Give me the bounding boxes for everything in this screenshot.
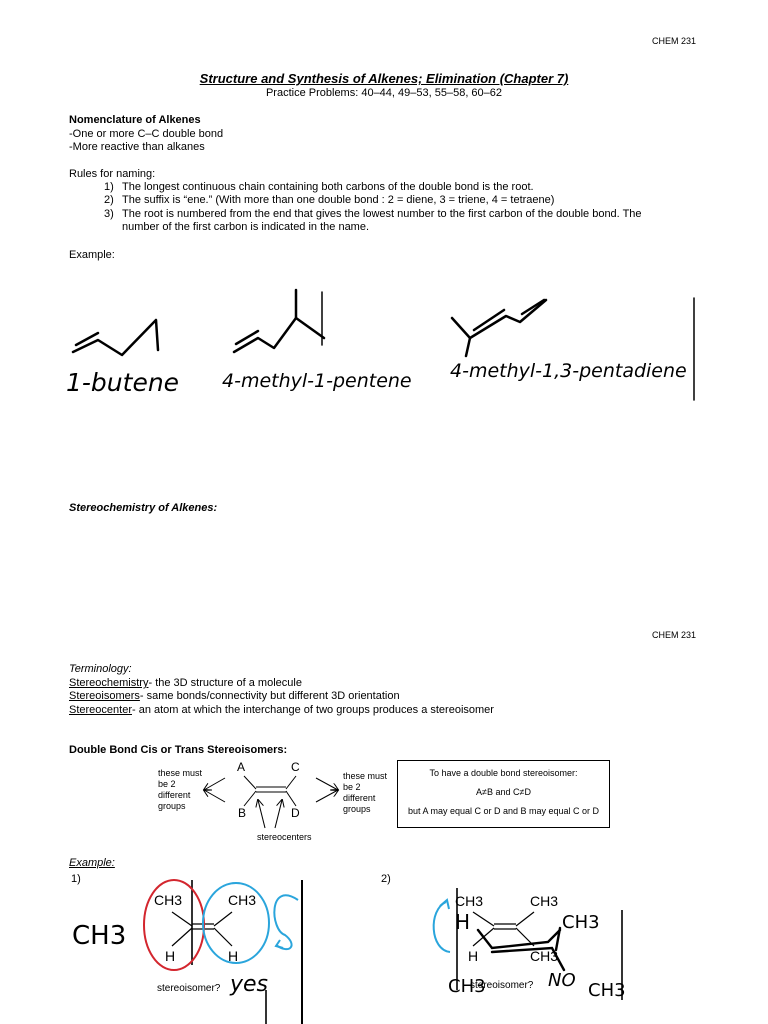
- left-note-line-4: groups: [158, 801, 186, 811]
- m2-bottom-left: H: [468, 948, 479, 964]
- m1-top-right: CH3: [228, 892, 257, 908]
- example-label: Example:: [69, 249, 115, 261]
- cis-trans-heading: Double Bond Cis or Trans Stereoisomers:: [69, 744, 288, 756]
- box-line-2: A≠B and C≠D: [476, 787, 531, 797]
- m2-side-note-1: CH3: [562, 912, 600, 933]
- m2-bond-tr: [516, 912, 534, 926]
- label-b: B: [238, 806, 247, 820]
- rule-3-text-cont: number of the first carbon is indicated in the name.: [122, 221, 370, 233]
- stereochemistry-heading: Stereochemistry of Alkenes:: [69, 502, 218, 514]
- rule-3-num: 3): [104, 208, 114, 220]
- m1-question: stereoisomer?: [157, 983, 221, 994]
- handwritten-name-1: 1-butene: [66, 368, 180, 397]
- rule-1-text: The longest continuous chain containing both carbons of the double bond is the root.: [122, 181, 534, 193]
- rules-intro: Rules for naming:: [69, 168, 156, 180]
- m2-side-note-3: CH3: [588, 980, 626, 1001]
- m2-bottom-right: CH3: [530, 948, 559, 964]
- practice-problems: Practice Problems: 40–44, 49–53, 55–58, 60–62: [265, 87, 503, 99]
- box-line-1: To have a double bond stereoisomer:: [429, 768, 578, 778]
- box-line-3: but A may equal C or D and B may equal C or D: [407, 806, 600, 816]
- m2-handdrawn-ring-2: [492, 948, 564, 970]
- rule-2-text: The suffix is “ene.” (With more than one double bond : 2 = diene, 3 = triene, 4 = tetraene): [122, 194, 555, 206]
- m1-bottom-right: H: [228, 948, 239, 964]
- term-stereoisomers: Stereoisomers: [69, 690, 140, 702]
- m2-top-right: CH3: [530, 893, 559, 909]
- m2-top-left: CH3: [455, 893, 484, 909]
- term-stereochemistry: Stereochemistry: [69, 677, 149, 689]
- nomenclature-heading: Nomenclature of Alkenes: [69, 114, 201, 126]
- m2-answer: NO: [548, 970, 576, 991]
- m2-blue-arrow-head: [440, 900, 449, 909]
- terminology-heading: Terminology:: [69, 663, 132, 675]
- left-note-line-3: different: [158, 790, 191, 800]
- m1-bottom-left: H: [165, 948, 176, 964]
- def-stereochemistry: - the 3D structure of a molecule: [148, 677, 302, 689]
- label-c: C: [291, 760, 300, 774]
- right-note-line-3: different: [343, 793, 376, 803]
- m1-side-note: CH3: [72, 921, 127, 951]
- m1-answer: yes: [230, 972, 269, 997]
- rule-3-text: The root is numbered from the end that gives the lowest number to the first carbon of the double bond. The: [122, 208, 642, 220]
- m2-blue-arrow: [434, 902, 450, 952]
- course-code-top: CHEM 231: [652, 36, 697, 46]
- def-stereoisomers: - same bonds/connectivity but different 3D orientation: [139, 690, 400, 702]
- term-stereocenter: Stereocenter: [69, 704, 132, 716]
- m1-top-left: CH3: [154, 892, 183, 908]
- label-a: A: [237, 760, 246, 774]
- m2-handdrawn-ring: [478, 930, 560, 948]
- stereocenters-label: stereocenters: [257, 832, 312, 842]
- course-code-mid: CHEM 231: [652, 630, 697, 640]
- label-d: D: [291, 806, 300, 820]
- m2-side-note-4: H: [455, 910, 471, 934]
- right-note-line-1: these must: [343, 771, 388, 781]
- right-note-line-2: be 2: [343, 782, 361, 792]
- rule-2-num: 2): [104, 194, 114, 206]
- left-note-line-2: be 2: [158, 779, 176, 789]
- nomenclature-line-2: -More reactive than alkanes: [69, 141, 205, 153]
- page-title: Structure and Synthesis of Alkenes; Elimination (Chapter 7): [199, 71, 569, 86]
- handwritten-name-3: 4-methyl-1,3-pentadiene: [450, 360, 687, 382]
- example2-label: Example:: [69, 857, 115, 869]
- def-stereocenter: - an atom at which the interchange of two groups produces a stereoisomer: [131, 704, 494, 716]
- left-note-line-1: these must: [158, 768, 203, 778]
- example2-num-1: 1): [71, 873, 81, 885]
- right-note-line-4: groups: [343, 804, 371, 814]
- handwritten-name-2: 4-methyl-1-pentene: [222, 370, 412, 392]
- m2-question: stereoisomer?: [470, 980, 534, 991]
- nomenclature-line-1: -One or more C–C double bond: [69, 128, 224, 140]
- example2-num-2: 2): [381, 873, 391, 885]
- m2-side-note-2: CH3: [448, 976, 486, 997]
- rule-1-num: 1): [104, 181, 114, 193]
- m2-bond-tl: [473, 912, 494, 926]
